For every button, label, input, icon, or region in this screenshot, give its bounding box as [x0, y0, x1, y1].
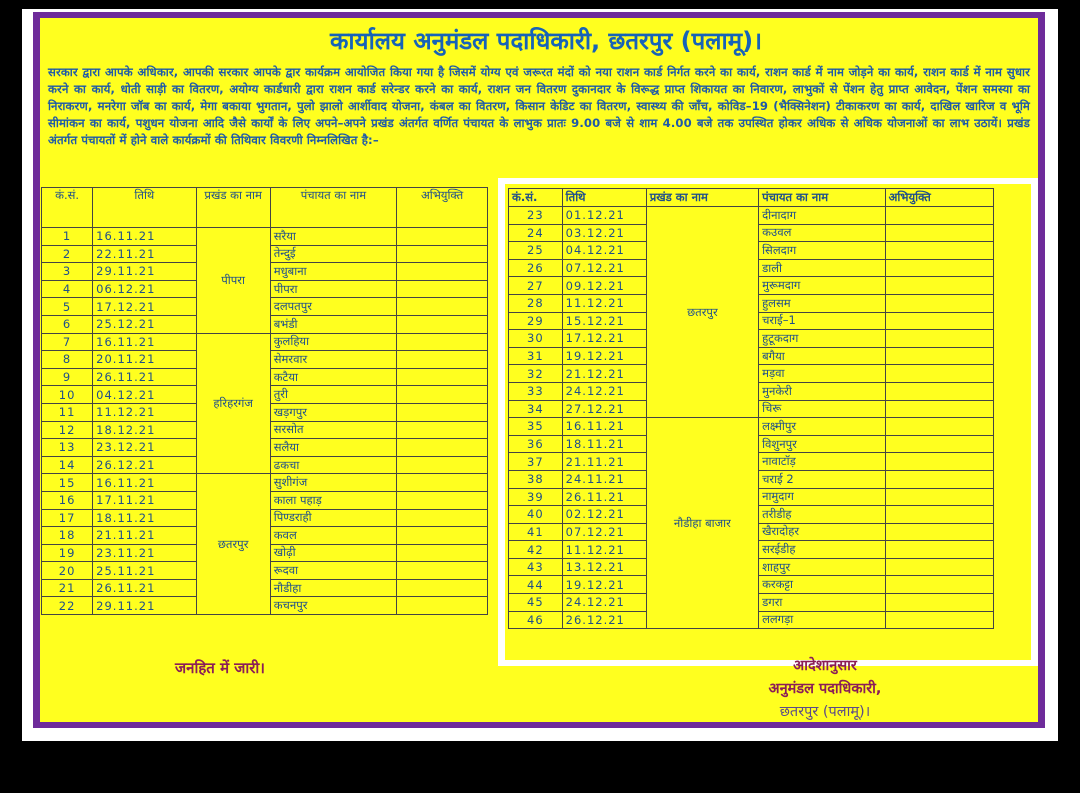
cell-remark	[885, 558, 993, 576]
cell-panchayat: रूदवा	[270, 562, 396, 580]
table-header-row	[42, 188, 488, 228]
cell-sn: 29	[509, 312, 563, 330]
cell-date: 20.11.21	[93, 351, 196, 369]
cell-remark	[885, 207, 993, 225]
table-header-row	[509, 189, 994, 207]
cell-date: 16.11.21	[93, 474, 196, 492]
cell-date: 24.12.21	[562, 382, 646, 400]
cell-sn: 34	[509, 400, 563, 418]
cell-panchayat: काला पहाड़	[270, 491, 396, 509]
cell-sn: 12	[42, 421, 93, 439]
cell-sn: 2	[42, 245, 93, 263]
cell-remark	[397, 491, 488, 509]
cell-date: 11.12.21	[562, 541, 646, 559]
cell-sn: 1	[42, 228, 93, 246]
cell-remark	[885, 453, 993, 471]
cell-remark	[885, 488, 993, 506]
cell-remark	[885, 242, 993, 260]
cell-panchayat: नौडीहा	[270, 579, 396, 597]
cell-panchayat: कउवल	[759, 224, 886, 242]
cell-remark	[885, 294, 993, 312]
cell-remark	[885, 277, 993, 295]
table-row	[42, 333, 488, 351]
table-row	[509, 418, 994, 436]
notice-title: कार्यालय अनुमंडल पदाधिकारी, छतरपुर (पलामू)।	[330, 27, 763, 55]
cell-remark	[397, 351, 488, 369]
cell-sn: 28	[509, 294, 563, 312]
cell-date: 27.12.21	[562, 400, 646, 418]
cell-date: 07.12.21	[562, 259, 646, 277]
cell-panchayat: हुटूकदाग	[759, 330, 886, 348]
cell-panchayat: बगैया	[759, 347, 886, 365]
cell-remark	[885, 541, 993, 559]
cell-remark	[885, 259, 993, 277]
public-interest-note: जनहित में जारी।	[175, 659, 265, 677]
schedule-table-left	[41, 187, 488, 615]
cell-date: 29.11.21	[93, 263, 196, 281]
cell-date: 24.12.21	[562, 594, 646, 612]
sign-line-place: छतरपुर (पलामू)।	[779, 704, 871, 720]
cell-remark	[397, 474, 488, 492]
cell-panchayat: सिलदाग	[759, 242, 886, 260]
cell-date: 23.11.21	[93, 544, 196, 562]
sign-line-order: आदेशानुसार	[793, 658, 857, 674]
cell-date: 04.12.21	[562, 242, 646, 260]
cell-remark	[397, 315, 488, 333]
cell-sn: 16	[42, 491, 93, 509]
cell-date: 26.11.21	[93, 579, 196, 597]
cell-remark	[885, 224, 993, 242]
table-body-right	[509, 207, 994, 629]
cell-date: 17.12.21	[93, 298, 196, 316]
cell-date: 25.12.21	[93, 315, 196, 333]
col-block: प्रखंड का नाम	[196, 188, 270, 228]
cell-date: 16.11.21	[93, 228, 196, 246]
cell-date: 29.11.21	[93, 597, 196, 615]
cell-panchayat: तरीडीह	[759, 506, 886, 524]
cell-date: 18.11.21	[562, 435, 646, 453]
cell-date: 13.12.21	[562, 558, 646, 576]
cell-panchayat: सरसोत	[270, 421, 396, 439]
col-remark: अभियुक्ति	[397, 188, 488, 228]
cell-panchayat: कुलहिया	[270, 333, 396, 351]
cell-panchayat: पीपरा	[270, 280, 396, 298]
cell-remark	[397, 333, 488, 351]
cell-remark	[397, 544, 488, 562]
cell-date: 24.11.21	[562, 470, 646, 488]
cell-sn: 39	[509, 488, 563, 506]
cell-date: 04.12.21	[93, 386, 196, 404]
cell-sn: 31	[509, 347, 563, 365]
cell-panchayat: बभंडी	[270, 315, 396, 333]
cell-panchayat: नावाटॉड़	[759, 453, 886, 471]
cell-date: 16.11.21	[93, 333, 196, 351]
cell-date: 06.12.21	[93, 280, 196, 298]
cell-sn: 25	[509, 242, 563, 260]
cell-date: 19.12.21	[562, 347, 646, 365]
sign-line-officer: अनुमंडल पदाधिकारी,	[768, 681, 882, 697]
cell-sn: 27	[509, 277, 563, 295]
cell-date: 01.12.21	[562, 207, 646, 225]
cell-sn: 17	[42, 509, 93, 527]
cell-block: हरिहरगंज	[196, 333, 270, 474]
cell-panchayat: लक्ष्मीपुर	[759, 418, 886, 436]
table-row	[42, 474, 488, 492]
cell-panchayat: मड़वा	[759, 365, 886, 383]
cell-remark	[885, 611, 993, 629]
cell-panchayat: सुशीगंज	[270, 474, 396, 492]
cell-sn: 5	[42, 298, 93, 316]
cell-sn: 24	[509, 224, 563, 242]
table-body-left	[42, 228, 488, 615]
table-row	[509, 207, 994, 225]
cell-date: 25.11.21	[93, 562, 196, 580]
cell-panchayat: खैरादोहर	[759, 523, 886, 541]
cell-sn: 15	[42, 474, 93, 492]
notice-board	[40, 18, 1038, 722]
cell-remark	[885, 330, 993, 348]
cell-panchayat: मधुबाना	[270, 263, 396, 281]
col-panchayat: पंचायत का नाम	[270, 188, 396, 228]
cell-remark	[397, 368, 488, 386]
col-sn: कं.सं.	[509, 189, 563, 207]
intro-paragraph: सरकार द्वारा आपके अधिकार, आपकी सरकार आपके द्वार कार्यक्रम आयोजित किया गया है जिसमें योग्य एवं जरूरत मंदों को नया राशन कार्ड निर्गत करने का कार्य, राशन कार्ड में नाम जोड़ने का कार्य, राशन कार्ड में नाम सुधार करने का कार्य, धोती साड़ी का वितरण, अयोग्य कार्डधारी द्वारा राशन कार्ड सरेन्डर करने का कार्य, राशन जन वितरण दुकानदार के विरूद्ध प्राप्त शिकायत का निवारण, लाभुकों से पेंशन हेतु प्राप्त आवेदन, पेंशन समस्या का निराकरण, मनरेगा जॉब का कार्य, मेगा बकाया भुगतान, पुलो झालो आर्शीवाद योजना, कंबल का वितरण, किसान केडिट का वितरण, स्वास्थ्य की जाँच, कोविड–19 (भैक्सिनेशन) टीकाकरण का कार्य, दाखिल खारिज व भूमि सीमांकन का कार्य, पशुधन योजना आदि जैसे कार्यों के लिए अपने–अपने प्रखंड अंतर्गत वर्णित पंचायत के लाभुक प्रातः 9.00 बजे से शाम 4.00 बजे तक उपस्थित होकर अधिक से अधिक योजनाओं का लाभ उठायें। प्रखंड अंतर्गत पंचायतों में होने वाले कार्यक्रमों की तिथिवार विवरणी निम्नलिखित है:–	[48, 65, 1030, 148]
cell-date: 16.11.21	[562, 418, 646, 436]
cell-remark	[885, 347, 993, 365]
cell-panchayat: तुरी	[270, 386, 396, 404]
cell-sn: 4	[42, 280, 93, 298]
cell-remark	[885, 506, 993, 524]
table-row	[42, 228, 488, 246]
cell-sn: 13	[42, 439, 93, 457]
cell-panchayat: ललगड़ा	[759, 611, 886, 629]
cell-date: 18.11.21	[93, 509, 196, 527]
cell-sn: 9	[42, 368, 93, 386]
cell-panchayat: हुलसम	[759, 294, 886, 312]
signature-block	[710, 655, 940, 724]
cell-remark	[397, 386, 488, 404]
cell-block: नौडीहा बाजार	[646, 418, 758, 629]
cell-remark	[397, 579, 488, 597]
cell-block: छतरपुर	[646, 207, 758, 418]
right-table-panel	[498, 178, 1038, 666]
cell-panchayat: दीनादाग	[759, 207, 886, 225]
cell-panchayat: चिरू	[759, 400, 886, 418]
cell-date: 26.11.21	[562, 488, 646, 506]
cell-panchayat: खड़गपुर	[270, 403, 396, 421]
cell-sn: 10	[42, 386, 93, 404]
cell-panchayat: मुरूमदाग	[759, 277, 886, 295]
cell-sn: 45	[509, 594, 563, 612]
cell-remark	[397, 562, 488, 580]
cell-date: 15.12.21	[562, 312, 646, 330]
cell-date: 09.12.21	[562, 277, 646, 295]
cell-date: 21.11.21	[562, 453, 646, 471]
cell-remark	[885, 418, 993, 436]
cell-panchayat: तेन्दुई	[270, 245, 396, 263]
cell-remark	[397, 439, 488, 457]
cell-sn: 23	[509, 207, 563, 225]
cell-date: 17.11.21	[93, 491, 196, 509]
cell-remark	[885, 470, 993, 488]
cell-sn: 11	[42, 403, 93, 421]
cell-sn: 20	[42, 562, 93, 580]
cell-remark	[397, 245, 488, 263]
cell-remark	[397, 456, 488, 474]
cell-panchayat: डगरा	[759, 594, 886, 612]
cell-remark	[397, 280, 488, 298]
cell-date: 26.12.21	[93, 456, 196, 474]
cell-date: 18.12.21	[93, 421, 196, 439]
cell-remark	[885, 576, 993, 594]
cell-date: 21.11.21	[93, 527, 196, 545]
cell-remark	[397, 527, 488, 545]
cell-date: 03.12.21	[562, 224, 646, 242]
cell-panchayat: सरैया	[270, 228, 396, 246]
cell-sn: 46	[509, 611, 563, 629]
cell-sn: 38	[509, 470, 563, 488]
cell-remark	[397, 298, 488, 316]
cell-block: छतरपुर	[196, 474, 270, 615]
cell-panchayat: शाहपुर	[759, 558, 886, 576]
right-table-inner	[505, 184, 1031, 660]
cell-sn: 7	[42, 333, 93, 351]
cell-panchayat: डाली	[759, 259, 886, 277]
cell-date: 21.12.21	[562, 365, 646, 383]
cell-sn: 26	[509, 259, 563, 277]
cell-remark	[885, 523, 993, 541]
cell-remark	[885, 312, 993, 330]
cell-panchayat: कटैया	[270, 368, 396, 386]
cell-sn: 19	[42, 544, 93, 562]
cell-sn: 42	[509, 541, 563, 559]
cell-panchayat: पिण्डराही	[270, 509, 396, 527]
cell-remark	[397, 228, 488, 246]
cell-sn: 18	[42, 527, 93, 545]
cell-panchayat: विशुनपुर	[759, 435, 886, 453]
cell-remark	[397, 403, 488, 421]
cell-sn: 40	[509, 506, 563, 524]
cell-sn: 33	[509, 382, 563, 400]
cell-date: 19.12.21	[562, 576, 646, 594]
cell-sn: 43	[509, 558, 563, 576]
cell-panchayat: सरईडीह	[759, 541, 886, 559]
cell-date: 23.12.21	[93, 439, 196, 457]
cell-panchayat: सलैया	[270, 439, 396, 457]
col-sn: कं.सं.	[42, 188, 93, 228]
cell-remark	[885, 435, 993, 453]
cell-date: 11.12.21	[562, 294, 646, 312]
cell-date: 11.12.21	[93, 403, 196, 421]
cell-panchayat: मुनकेरी	[759, 382, 886, 400]
cell-panchayat: ढकचा	[270, 456, 396, 474]
col-date: तिथि	[562, 189, 646, 207]
cell-sn: 22	[42, 597, 93, 615]
cell-sn: 36	[509, 435, 563, 453]
cell-date: 07.12.21	[562, 523, 646, 541]
cell-sn: 8	[42, 351, 93, 369]
cell-remark	[397, 421, 488, 439]
cell-panchayat: करकट्टा	[759, 576, 886, 594]
cell-panchayat: सेमरवार	[270, 351, 396, 369]
col-date: तिथि	[93, 188, 196, 228]
cell-sn: 32	[509, 365, 563, 383]
col-panchayat: पंचायत का नाम	[759, 189, 886, 207]
cell-panchayat: नामुदाग	[759, 488, 886, 506]
cell-sn: 21	[42, 579, 93, 597]
cell-sn: 3	[42, 263, 93, 281]
cell-date: 22.11.21	[93, 245, 196, 263]
cell-panchayat: कवल	[270, 527, 396, 545]
col-block: प्रखंड का नाम	[646, 189, 758, 207]
cell-remark	[885, 365, 993, 383]
cell-sn: 44	[509, 576, 563, 594]
cell-panchayat: कचनपुर	[270, 597, 396, 615]
cell-panchayat: चराई–1	[759, 312, 886, 330]
schedule-table-right	[508, 188, 994, 629]
cell-remark	[397, 597, 488, 615]
cell-sn: 41	[509, 523, 563, 541]
cell-date: 02.12.21	[562, 506, 646, 524]
col-remark: अभियुक्ति	[885, 189, 993, 207]
cell-remark	[397, 263, 488, 281]
cell-sn: 30	[509, 330, 563, 348]
cell-panchayat: चराई 2	[759, 470, 886, 488]
cell-remark	[885, 594, 993, 612]
cell-sn: 37	[509, 453, 563, 471]
cell-remark	[885, 400, 993, 418]
cell-date: 26.11.21	[93, 368, 196, 386]
cell-remark	[885, 382, 993, 400]
cell-block: पीपरा	[196, 228, 270, 334]
cell-date: 26.12.21	[562, 611, 646, 629]
cell-sn: 6	[42, 315, 93, 333]
cell-remark	[397, 509, 488, 527]
cell-sn: 35	[509, 418, 563, 436]
cell-panchayat: खोढ़ी	[270, 544, 396, 562]
cell-sn: 14	[42, 456, 93, 474]
cell-panchayat: दलपतपुर	[270, 298, 396, 316]
cell-date: 17.12.21	[562, 330, 646, 348]
